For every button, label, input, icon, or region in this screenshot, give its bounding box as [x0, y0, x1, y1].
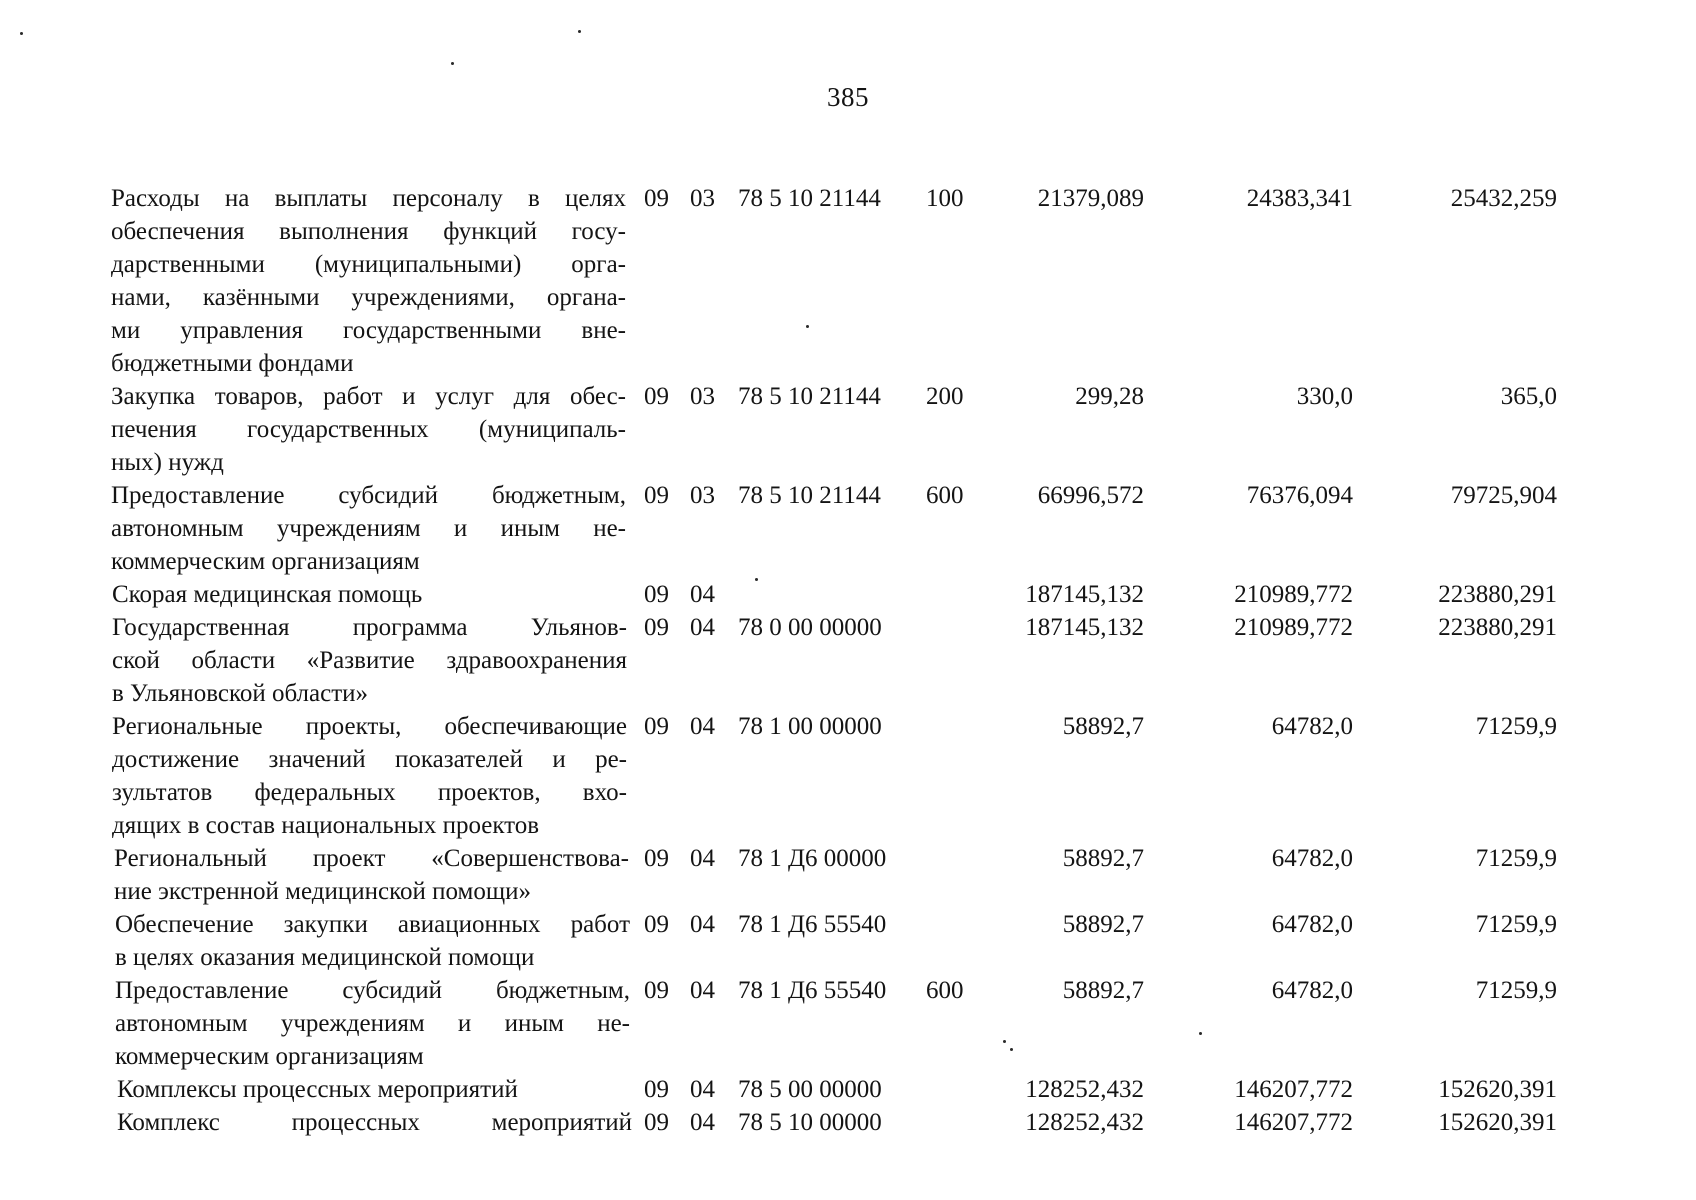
- row-description: [111, 380, 626, 479]
- table-row: [0, 479, 1696, 578]
- amount-year-1: 187145,132: [1025, 581, 1144, 608]
- description-line: Закупка товаров, работ и услуг для обес-: [111, 383, 626, 410]
- amount-year-3: 25432,259: [1450, 185, 1557, 212]
- description-line: ской области «Развитие здравоохранения: [112, 647, 627, 674]
- subsection-code: 04: [690, 614, 715, 641]
- amount-year-3: 152620,391: [1438, 1076, 1557, 1103]
- description-line: Скорая медицинская помощь: [112, 581, 423, 608]
- section-code: 09: [644, 713, 669, 740]
- target-article-code: 78 1 Д6 55540: [738, 911, 887, 938]
- scan-speck: [451, 62, 454, 65]
- table-row: [0, 578, 1696, 611]
- amount-year-3: 365,0: [1500, 383, 1557, 410]
- amount-year-1: 58892,7: [1062, 977, 1144, 1004]
- amount-year-3: 71259,9: [1475, 845, 1557, 872]
- description-line: Государственная программа Ульянов-: [112, 614, 627, 641]
- amount-year-2: 146207,772: [1234, 1076, 1353, 1103]
- amount-year-1: 58892,7: [1062, 713, 1144, 740]
- row-description: [115, 908, 630, 974]
- subsection-code: 04: [690, 911, 715, 938]
- scan-speck: [1199, 1032, 1202, 1035]
- description-line: зультатов федеральных проектов, вхо-: [112, 779, 627, 806]
- section-code: 09: [644, 1076, 669, 1103]
- amount-year-3: 223880,291: [1438, 581, 1557, 608]
- expense-type-code: 200: [926, 383, 964, 410]
- table-row: [0, 710, 1696, 842]
- description-line: нами, казёнными учреждениями, органа-: [111, 284, 626, 311]
- scan-speck: [806, 325, 809, 328]
- table-row: [0, 611, 1696, 710]
- amount-year-2: 24383,341: [1246, 185, 1353, 212]
- amount-year-2: 210989,772: [1234, 581, 1353, 608]
- description-line: автономным учреждениям и иным не-: [115, 1010, 630, 1037]
- description-line: дящих в состав национальных проектов: [112, 812, 540, 839]
- row-description: [117, 1106, 632, 1139]
- table-row: [0, 908, 1696, 974]
- scan-speck: [1003, 1040, 1006, 1043]
- section-code: 09: [644, 581, 669, 608]
- amount-year-3: 152620,391: [1438, 1109, 1557, 1136]
- description-line: ние экстренной медицинской помощи»: [114, 878, 531, 905]
- expense-type-code: 600: [926, 482, 964, 509]
- subsection-code: 03: [690, 383, 715, 410]
- amount-year-2: 330,0: [1296, 383, 1353, 410]
- amount-year-2: 210989,772: [1234, 614, 1353, 641]
- scan-speck: [578, 30, 581, 33]
- row-description: [112, 578, 627, 611]
- table-row: [0, 1106, 1696, 1139]
- description-line: Предоставление субсидий бюджетным,: [115, 977, 630, 1004]
- table-row: [0, 842, 1696, 908]
- page-number: 385: [827, 82, 869, 112]
- subsection-code: 04: [690, 1076, 715, 1103]
- description-line: автономным учреждениям и иным не-: [111, 515, 626, 542]
- target-article-code: 78 1 Д6 00000: [738, 845, 887, 872]
- description-line: достижение значений показателей и ре-: [112, 746, 627, 773]
- description-line: обеспечения выполнения функций госу-: [111, 218, 626, 245]
- section-code: 09: [644, 185, 669, 212]
- amount-year-3: 71259,9: [1475, 713, 1557, 740]
- subsection-code: 04: [690, 977, 715, 1004]
- target-article-code: 78 1 Д6 55540: [738, 977, 887, 1004]
- section-code: 09: [644, 383, 669, 410]
- amount-year-3: 79725,904: [1450, 482, 1557, 509]
- amount-year-1: 128252,432: [1025, 1076, 1144, 1103]
- section-code: 09: [644, 614, 669, 641]
- target-article-code: 78 5 10 21144: [738, 185, 881, 212]
- subsection-code: 03: [690, 185, 715, 212]
- description-line: коммерческим организациям: [115, 1043, 424, 1070]
- description-line: бюджетными фондами: [111, 350, 354, 377]
- subsection-code: 04: [690, 581, 715, 608]
- amount-year-1: 58892,7: [1062, 845, 1144, 872]
- amount-year-2: 146207,772: [1234, 1109, 1353, 1136]
- description-line: в Ульяновской области»: [112, 680, 369, 707]
- row-description: [115, 974, 630, 1073]
- description-line: Комплексы процессных мероприятий: [117, 1076, 518, 1103]
- section-code: 09: [644, 1109, 669, 1136]
- row-description: [112, 710, 627, 842]
- description-line: Предоставление субсидий бюджетным,: [111, 482, 626, 509]
- description-line: Обеспечение закупки авиационных работ: [115, 911, 630, 938]
- target-article-code: 78 5 10 21144: [738, 383, 881, 410]
- description-line: в целях оказания медицинской помощи: [115, 944, 535, 971]
- subsection-code: 04: [690, 713, 715, 740]
- amount-year-2: 76376,094: [1246, 482, 1353, 509]
- row-description: [112, 611, 627, 710]
- scan-speck: [20, 32, 23, 35]
- target-article-code: 78 0 00 00000: [738, 614, 882, 641]
- amount-year-1: 299,28: [1075, 383, 1144, 410]
- amount-year-1: 66996,572: [1037, 482, 1144, 509]
- amount-year-1: 58892,7: [1062, 911, 1144, 938]
- expense-type-code: 100: [926, 185, 964, 212]
- amount-year-2: 64782,0: [1271, 977, 1353, 1004]
- subsection-code: 04: [690, 845, 715, 872]
- section-code: 09: [644, 911, 669, 938]
- description-line: коммерческим организациям: [111, 548, 420, 575]
- target-article-code: 78 5 10 00000: [738, 1109, 882, 1136]
- description-line: дарственными (муниципальными) орга-: [111, 251, 626, 278]
- expense-type-code: 600: [926, 977, 964, 1004]
- subsection-code: 03: [690, 482, 715, 509]
- table-row: [0, 974, 1696, 1073]
- description-line: печения государственных (муниципаль-: [111, 416, 626, 443]
- description-line: ми управления государственными вне-: [111, 317, 626, 344]
- table-row: [0, 380, 1696, 479]
- amount-year-1: 128252,432: [1025, 1109, 1144, 1136]
- row-description: [111, 479, 626, 578]
- row-description: [114, 842, 629, 908]
- row-description: [111, 182, 626, 380]
- amount-year-1: 21379,089: [1037, 185, 1144, 212]
- section-code: 09: [644, 482, 669, 509]
- target-article-code: 78 5 10 21144: [738, 482, 881, 509]
- description-line: Региональный проект «Совершенствова-: [114, 845, 629, 872]
- description-line: ных) нужд: [111, 449, 224, 476]
- table-row: [0, 1073, 1696, 1106]
- section-code: 09: [644, 977, 669, 1004]
- table-row: [0, 182, 1696, 380]
- scan-speck: [755, 578, 758, 581]
- amount-year-1: 187145,132: [1025, 614, 1144, 641]
- subsection-code: 04: [690, 1109, 715, 1136]
- description-line: Региональные проекты, обеспечивающие: [112, 713, 627, 740]
- amount-year-3: 71259,9: [1475, 911, 1557, 938]
- amount-year-3: 223880,291: [1438, 614, 1557, 641]
- amount-year-2: 64782,0: [1271, 845, 1353, 872]
- target-article-code: 78 1 00 00000: [738, 713, 882, 740]
- target-article-code: 78 5 00 00000: [738, 1076, 882, 1103]
- description-line: Расходы на выплаты персоналу в целях: [111, 185, 626, 212]
- section-code: 09: [644, 845, 669, 872]
- amount-year-3: 71259,9: [1475, 977, 1557, 1004]
- row-description: [117, 1073, 632, 1106]
- description-line: Комплекс процессных мероприятий: [117, 1109, 632, 1136]
- amount-year-2: 64782,0: [1271, 713, 1353, 740]
- amount-year-2: 64782,0: [1271, 911, 1353, 938]
- scan-speck: [1010, 1048, 1013, 1051]
